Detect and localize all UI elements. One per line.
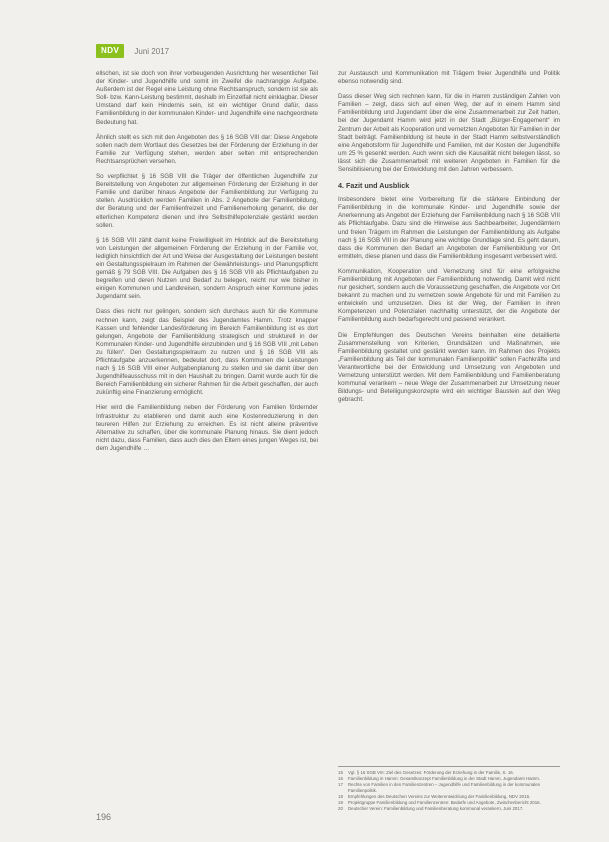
paragraph: Insbesondere bietet eine Vorbereitung für die stärkere Einbindung der Familienbildung in die kommunale Kinder- und Jugendhilfe sowie der Anerkennung als Angebot der Erziehung der Familienbildung nach § 16 SGB VIII als Pflichtaufgabe. Dazu sind die Hinweise aus Sachbearbeiter, Jugendämtern und freien Trägern im Rahmen die Leistungen der Familienbildung als Aufgabe nach § 16 SGB VIII in der Planung eine wichtige Grundlage sind. Es geht darum, dass die Kommunen den Bedarf an Angeboten der Familienbildung vor Ort ermitteln, diese planen und dass die Familienbildung insgesamt verbessert wird. <box>338 196 560 260</box>
paragraph: Die Empfehlungen des Deutschen Vereins beinhalten eine detaillierte Zusammenstellung von Kriterien, Grundsätzen und Maßnahmen, wie Familienbildung gestaltet und gestärkt werden kann. Im Rahmen des Projekts „Familienbildung als Teil der kommunalen Familienpolitik“ sollen Fachkräfte und Verantwortliche bei der Entwicklung und Umsetzung von Angeboten und Vernetzung unterstützt werden. Mit dem Familienbildung und Familienberatung kommunal verankern – neue Wege der Zusammenarbeit zur Umsetzung neuer Bildungs- und Beteiligungskonzepte wird ein wichtiger Baustein auf den Weg gebracht. <box>338 331 560 404</box>
footnote-text: Vgl. § 16 SGB VIII: Ziel des Gesetzes: Förderung der Erziehung in der Familie, S. 16. <box>348 770 514 775</box>
paragraph: Dass dies nicht nur gelingen, sondern sich durchaus auch für die Kommune rechnen kann, zeigt das Beispiel des Jugendamtes Hamm. Trotz knapper Kassen und fehlender Landesförderung im Bereich Familienbildung ist es dort gelungen, Angebote der Familienbildung strategisch und strukturell in der Kommunalen Kinder- und Jugendhilfe einzubinden und § 16 SGB VIII „mit Leben zu füllen“. Den Gestaltungsspielraum zu nutzen und § 16 SGB VIII als Pflichtaufgabe anzuerkennen, bedeutet dort, dass Kommunen die Leistungen nach § 16 SGB VIII einer Aufgabenplanung zu stellen und sie damit über den Jugendhilfeausschuss mit in den Haushalt zu bringen. Damit wurde auch für die Bereich Familienbildung ein sicherer Rahmen für die Arbeit geschaffen, der auch zukünftig eine Finanzierung ermöglicht. <box>96 308 318 397</box>
left-column <box>96 70 318 460</box>
footnote <box>338 776 560 782</box>
paragraph: § 16 SGB VIII zählt damit keine Freiwilligkeit im Hinblick auf die Bereitstellung von Leistungen der allgemeinen Förderung der Erziehung in der Familie vor, lediglich hinsichtlich der Art und Weise der Ausgestaltung der Leistungen besteht ein Gestaltungsspielraum im Rahmen der Gewährleistungs- und Planungspflicht gemäß § 79 SGB VIII. Die Aufgaben des § 16 SGB VIII als Pflichtaufgaben zu begreifen und deren Nutzen und Bedarf zu belegen, reicht nur wie bisher in einigen Kommunen und Landkreisen, sondern Anspruch einer Kommune jedes Jugendamt sein. <box>96 236 318 301</box>
footnote-number: 19 <box>338 799 343 805</box>
paragraph: Ähnlich stellt es sich mit den Angeboten des § 16 SGB VIII dar: Diese Angebote sollen nach dem Wortlaut des Gesetzes bei der Förderung der Erziehung in der Familie zur Verfügung stehen, werden aber selten mit entsprechenden Rechtsansprüchen versehen. <box>96 133 318 165</box>
footnote-text: Projektgruppe Familienbildung und Familienzentren: Bedarfe und Angebote, Zwischenbericht 2016. <box>348 799 541 805</box>
paragraph: Hier wird die Familienbildung neben der Förderung von Familien fördernder Infrastruktur zu etablieren und damit auch eine Kostenreduzierung in den teureren Hilfen zur Erziehung zu erreichen. Es ist nicht alleine präventive Alternative zu schaffen, über die kommunale Planung hinaus. Sie dient jedoch nicht dazu, dass Familien, dass auch dies den Eltern eines jungen Weges ist, bei dem Jugendhilfe … <box>96 404 318 452</box>
footnote-number: 16 <box>338 776 343 782</box>
footnote-text: Deutscher Verein: Familienbildung und Familienberatung kommunal verankern, Juni 2017. <box>348 806 524 812</box>
right-column <box>338 70 560 407</box>
page-header <box>96 44 169 58</box>
paragraph: So verpflichtet § 16 SGB VIII die Träger der öffentlichen Jugendhilfe zur Bereitstellung von Angeboten zur allgemeinen Förderung der Erziehung in der Familie und darüber hinaus Angebote der Familienbildung zur Verfügung zu stellen. Ausdrücklich werden Familien in Abs. 2 Angebote der Familienbildung, der Beratung und der Familienfreizeit und Familienerholung genannt, die der elterlichen Kompetenz dienen und ihre Selbsthilfepotenziale gestärkt werden sollen. <box>96 173 318 229</box>
footnote <box>338 794 560 800</box>
footnote-number: 20 <box>338 806 343 812</box>
footnote <box>338 800 560 806</box>
footnote-text: Empfehlungen des Deutschen Vereins zur Weiterentwicklung der Familienbildung, NDV 2016. <box>348 793 531 799</box>
footnote-number: 17 <box>338 782 343 788</box>
paragraph: ellschen, ist sie doch von ihrer vorbeugenden Ausrichtung her wesentlicher Teil der Kinder- und Jugendhilfe und somit im Zweifel die nachrangige Aufgabe. Außerdem ist der Regel eine Leistung ohne Rechtsanspruch, sondern ist sie als Soll- bzw. Kann-Leistung bestimmt, deshalb im Einzelfall nicht einklagbar. Dieser Umstand darf kein Hindernis sein, ist ein wichtiger Grund dafür, dass Familienbildung in der kommunalen Kinder- und Jugendhilfe eine nachgeordnete Bedeutung hat. <box>96 70 318 126</box>
paragraph: Dass dieser Weg sich rechnen kann, für die in Hamm zuständigen Zahlen von Familien – zeigt, dass sich auf einen Weg, der auf in einem Hamm sind Familienbildung und Jugendamt über die eine Zusammenarbeit zur Zeit hatten, bei der Jugendamt Hamm wird jetzt in der Stadt „Bürger-Engagement“ im Zentrum der Arbeit als Kooperation und vernetzten Angeboten für Familien in der Stadt beiträgt. Familienbildung ist heute in der Stadt Hamm selbstverständlich eine Angebotsform für Jugendhilfe und Familien, mit der Kosten der Jugendhilfe um 25 % gesenkt werden. Auch wenn sich die Kausalität nicht belegen lässt, so lässt sich die Zusammenarbeit mit weiteren Angeboten in Familien für die Sensibilisierung bei der Entwicklung mit den Jahren verbessern. <box>338 93 560 174</box>
footnote <box>338 782 560 793</box>
section-heading: 4. Fazit und Ausblick <box>338 181 410 191</box>
footnotes <box>338 766 560 812</box>
footnote-number: 15 <box>338 770 343 775</box>
paragraph: zur Austausch und Kommunikation mit Trägern freier Jugendhilfe und Politik ebenso notwendig sind. <box>338 70 560 86</box>
footnote <box>338 770 560 776</box>
paragraph: Kommunikation, Kooperation und Vernetzung sind für eine erfolgreiche Familienbildung mit Angeboten der Familienbildung notwendig. Damit wird nicht nur gesichert, sondern auch die Voraussetzung geschaffen, die Angebote vor Ort bekannt zu machen und zu vernetzen sowie Angebote für und mit Familien zu entwickeln und umzusetzen. Dies ist der Weg, der Familien in ihren Kompetenzen und Potenzialen nachhaltig unterstützt, der die Angebote der Familienbildung auch bedarfsgerecht und passend verankert. <box>338 267 560 324</box>
journal-badge: NDV <box>96 44 124 58</box>
footnote-text: Familienbildung in Hamm: Gesamtkonzept Familienbildung in der Stadt Hamm, Jugendamt Hamm. <box>348 776 541 782</box>
page-number: 196 <box>96 812 112 822</box>
footnote-text: Rechte von Familien in den Familienzentren – Jugendhilfe und Familienbildung in der kommunalen Familienpolitik. <box>348 782 541 793</box>
footnote <box>338 806 560 812</box>
footnote-number: 18 <box>338 793 343 799</box>
issue-date: Juni 2017 <box>134 46 170 56</box>
